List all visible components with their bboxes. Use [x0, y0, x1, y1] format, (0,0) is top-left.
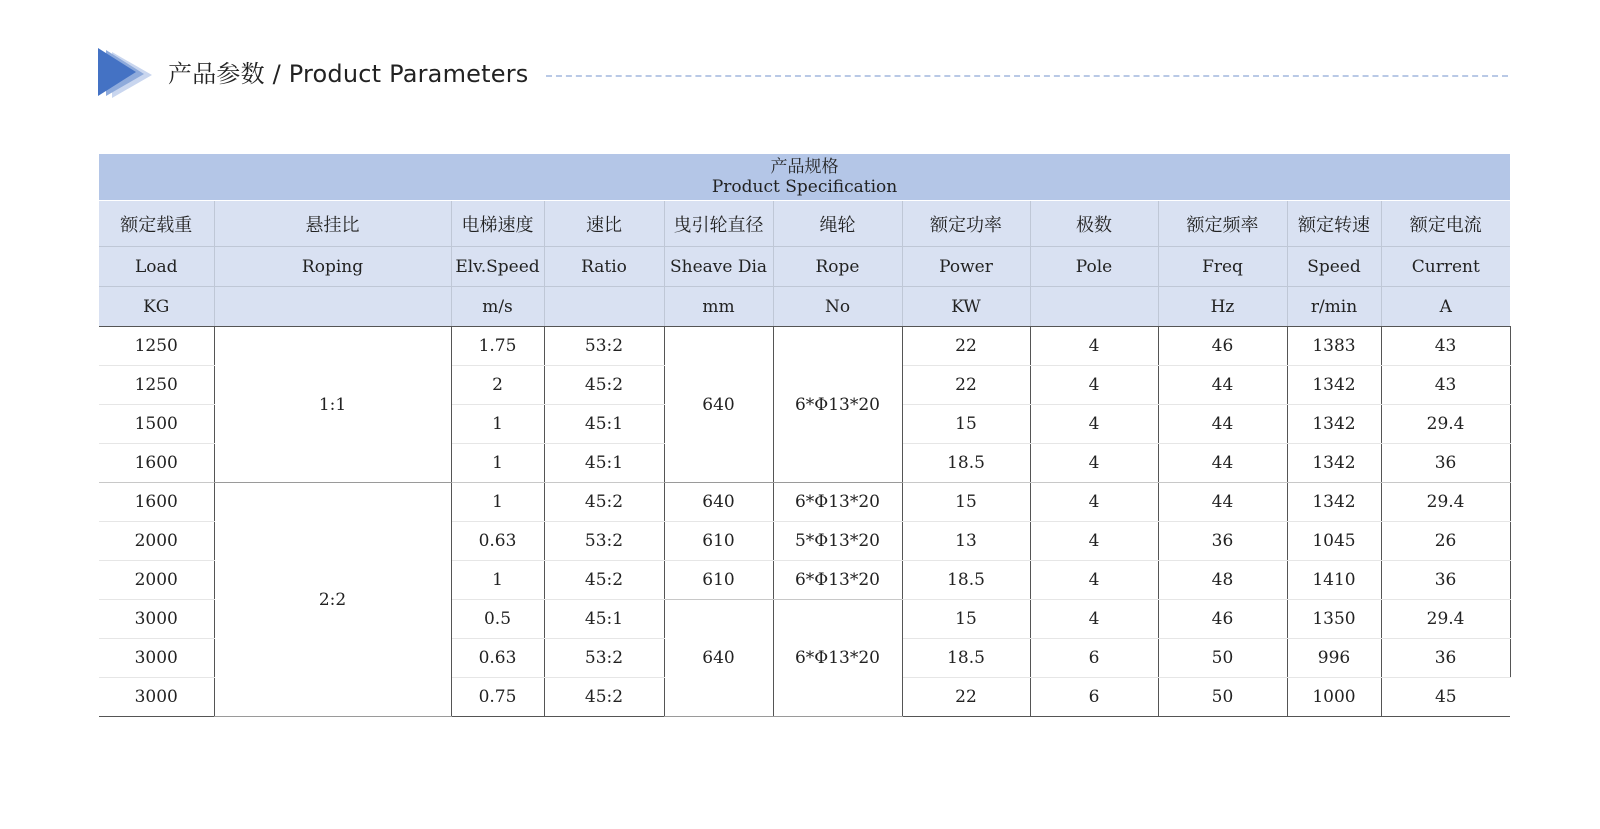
- cell-sheave: 610: [664, 522, 773, 561]
- cell-power: 22: [902, 327, 1030, 366]
- col-header-unit: [214, 287, 451, 327]
- cell-power: 18.5: [902, 639, 1030, 678]
- spec-table: [99, 154, 1511, 717]
- cell-power: 15: [902, 483, 1030, 522]
- col-header-zh: 极数: [1030, 201, 1158, 247]
- col-header-zh: 绳轮: [773, 201, 902, 247]
- cell-load: 1500: [99, 405, 214, 444]
- cell-rpm: 1350: [1287, 600, 1381, 639]
- cell-ratio: 45:1: [544, 405, 664, 444]
- col-header-unit: A: [1381, 287, 1510, 327]
- cell-pole: 4: [1030, 561, 1158, 600]
- cell-rpm: 1342: [1287, 444, 1381, 483]
- cell-pole: 6: [1030, 639, 1158, 678]
- cell-ratio: 45:2: [544, 483, 664, 522]
- col-header-unit: Hz: [1158, 287, 1287, 327]
- cell-speed: 1: [451, 405, 544, 444]
- cell-pole: 4: [1030, 366, 1158, 405]
- cell-current: 43: [1381, 366, 1510, 405]
- cell-ratio: 53:2: [544, 327, 664, 366]
- cell-load: 3000: [99, 600, 214, 639]
- cell-rope: 5*Φ13*20: [773, 522, 902, 561]
- col-header-unit: KW: [902, 287, 1030, 327]
- cell-load: 1600: [99, 483, 214, 522]
- col-header-unit: KG: [99, 287, 214, 327]
- cell-speed: 0.63: [451, 639, 544, 678]
- cell-rope: 6*Φ13*20: [773, 327, 902, 483]
- col-header-zh: 额定功率: [902, 201, 1030, 247]
- cell-power: 18.5: [902, 444, 1030, 483]
- cell-current: 36: [1381, 639, 1510, 678]
- col-header-en: Pole: [1030, 247, 1158, 287]
- col-header-en: Speed: [1287, 247, 1381, 287]
- table-row: [99, 483, 1510, 522]
- cell-rope: 6*Φ13*20: [773, 600, 902, 717]
- cell-pole: 4: [1030, 444, 1158, 483]
- col-header-en: Power: [902, 247, 1030, 287]
- cell-rpm: 1342: [1287, 366, 1381, 405]
- cell-current: 29.4: [1381, 405, 1510, 444]
- col-header-en: Elv.Speed: [451, 247, 544, 287]
- col-header-zh: 额定电流: [1381, 201, 1510, 247]
- cell-ratio: 53:2: [544, 639, 664, 678]
- cell-power: 15: [902, 405, 1030, 444]
- header-row-zh: [99, 201, 1510, 247]
- col-header-en: Sheave Dia: [664, 247, 773, 287]
- cell-current: 45: [1381, 678, 1510, 717]
- cell-load: 2000: [99, 522, 214, 561]
- cell-freq: 44: [1158, 366, 1287, 405]
- cell-current: 36: [1381, 444, 1510, 483]
- page-title: 产品参数 / Product Parameters: [168, 60, 529, 88]
- col-header-zh: 悬挂比: [214, 201, 451, 247]
- cell-rpm: 1383: [1287, 327, 1381, 366]
- cell-power: 13: [902, 522, 1030, 561]
- cell-sheave: 640: [664, 483, 773, 522]
- cell-speed: 0.75: [451, 678, 544, 717]
- cell-power: 18.5: [902, 561, 1030, 600]
- col-header-zh: 电梯速度: [451, 201, 544, 247]
- cell-ratio: 53:2: [544, 522, 664, 561]
- col-header-unit: m/s: [451, 287, 544, 327]
- cell-ratio: 45:1: [544, 444, 664, 483]
- col-header-en: Load: [99, 247, 214, 287]
- cell-load: 1250: [99, 366, 214, 405]
- col-header-zh: 额定转速: [1287, 201, 1381, 247]
- cell-pole: 4: [1030, 600, 1158, 639]
- cell-freq: 36: [1158, 522, 1287, 561]
- header-row-en: [99, 247, 1510, 287]
- cell-power: 22: [902, 366, 1030, 405]
- cell-roping: 1:1: [214, 327, 451, 483]
- col-header-zh: 额定频率: [1158, 201, 1287, 247]
- col-header-unit: No: [773, 287, 902, 327]
- cell-freq: 46: [1158, 327, 1287, 366]
- table-row: [99, 327, 1510, 366]
- cell-freq: 50: [1158, 639, 1287, 678]
- table-caption: [99, 154, 1510, 201]
- cell-current: 26: [1381, 522, 1510, 561]
- cell-rope: 6*Φ13*20: [773, 561, 902, 600]
- col-header-unit: mm: [664, 287, 773, 327]
- col-header-zh: 速比: [544, 201, 664, 247]
- cell-ratio: 45:2: [544, 678, 664, 717]
- table-caption-row: [99, 154, 1510, 201]
- title-divider: [546, 75, 1508, 77]
- cell-speed: 2: [451, 366, 544, 405]
- col-header-unit: [1030, 287, 1158, 327]
- cell-power: 15: [902, 600, 1030, 639]
- cell-speed: 0.5: [451, 600, 544, 639]
- cell-freq: 48: [1158, 561, 1287, 600]
- cell-ratio: 45:1: [544, 600, 664, 639]
- cell-pole: 4: [1030, 327, 1158, 366]
- cell-roping: 2:2: [214, 483, 451, 717]
- col-header-en: Current: [1381, 247, 1510, 287]
- cell-freq: 44: [1158, 483, 1287, 522]
- caption-zh: 产品规格: [770, 157, 839, 177]
- cell-pole: 4: [1030, 405, 1158, 444]
- cell-load: 3000: [99, 639, 214, 678]
- col-header-en: Roping: [214, 247, 451, 287]
- cell-pole: 6: [1030, 678, 1158, 717]
- cell-load: 1250: [99, 327, 214, 366]
- cell-speed: 1: [451, 483, 544, 522]
- cell-freq: 46: [1158, 600, 1287, 639]
- cell-freq: 44: [1158, 405, 1287, 444]
- cell-speed: 1: [451, 561, 544, 600]
- cell-pole: 4: [1030, 522, 1158, 561]
- col-header-zh: 曳引轮直径: [664, 201, 773, 247]
- cell-freq: 50: [1158, 678, 1287, 717]
- cell-sheave: 640: [664, 600, 773, 717]
- cell-rope: 6*Φ13*20: [773, 483, 902, 522]
- header-row-units: [99, 287, 1510, 327]
- cell-rpm: 1342: [1287, 405, 1381, 444]
- cell-sheave: 610: [664, 561, 773, 600]
- col-header-zh: 额定载重: [99, 201, 214, 247]
- cell-current: 36: [1381, 561, 1510, 600]
- cell-speed: 1: [451, 444, 544, 483]
- cell-sheave: 640: [664, 327, 773, 483]
- col-header-unit: r/min: [1287, 287, 1381, 327]
- cell-rpm: 996: [1287, 639, 1381, 678]
- col-header-en: Ratio: [544, 247, 664, 287]
- cell-load: 2000: [99, 561, 214, 600]
- cell-freq: 44: [1158, 444, 1287, 483]
- cell-rpm: 1045: [1287, 522, 1381, 561]
- cell-current: 29.4: [1381, 483, 1510, 522]
- cell-load: 3000: [99, 678, 214, 717]
- col-header-en: Freq: [1158, 247, 1287, 287]
- cell-current: 29.4: [1381, 600, 1510, 639]
- cell-current: 43: [1381, 327, 1510, 366]
- cell-speed: 1.75: [451, 327, 544, 366]
- section-header: [98, 46, 1508, 102]
- cell-rpm: 1342: [1287, 483, 1381, 522]
- caption-en: Product Specification: [711, 177, 898, 197]
- col-header-en: Rope: [773, 247, 902, 287]
- cell-pole: 4: [1030, 483, 1158, 522]
- cell-rpm: 1410: [1287, 561, 1381, 600]
- cell-power: 22: [902, 678, 1030, 717]
- double-chevron-right-icon: [98, 48, 152, 100]
- cell-load: 1600: [99, 444, 214, 483]
- cell-ratio: 45:2: [544, 561, 664, 600]
- col-header-unit: [544, 287, 664, 327]
- cell-rpm: 1000: [1287, 678, 1381, 717]
- cell-speed: 0.63: [451, 522, 544, 561]
- cell-ratio: 45:2: [544, 366, 664, 405]
